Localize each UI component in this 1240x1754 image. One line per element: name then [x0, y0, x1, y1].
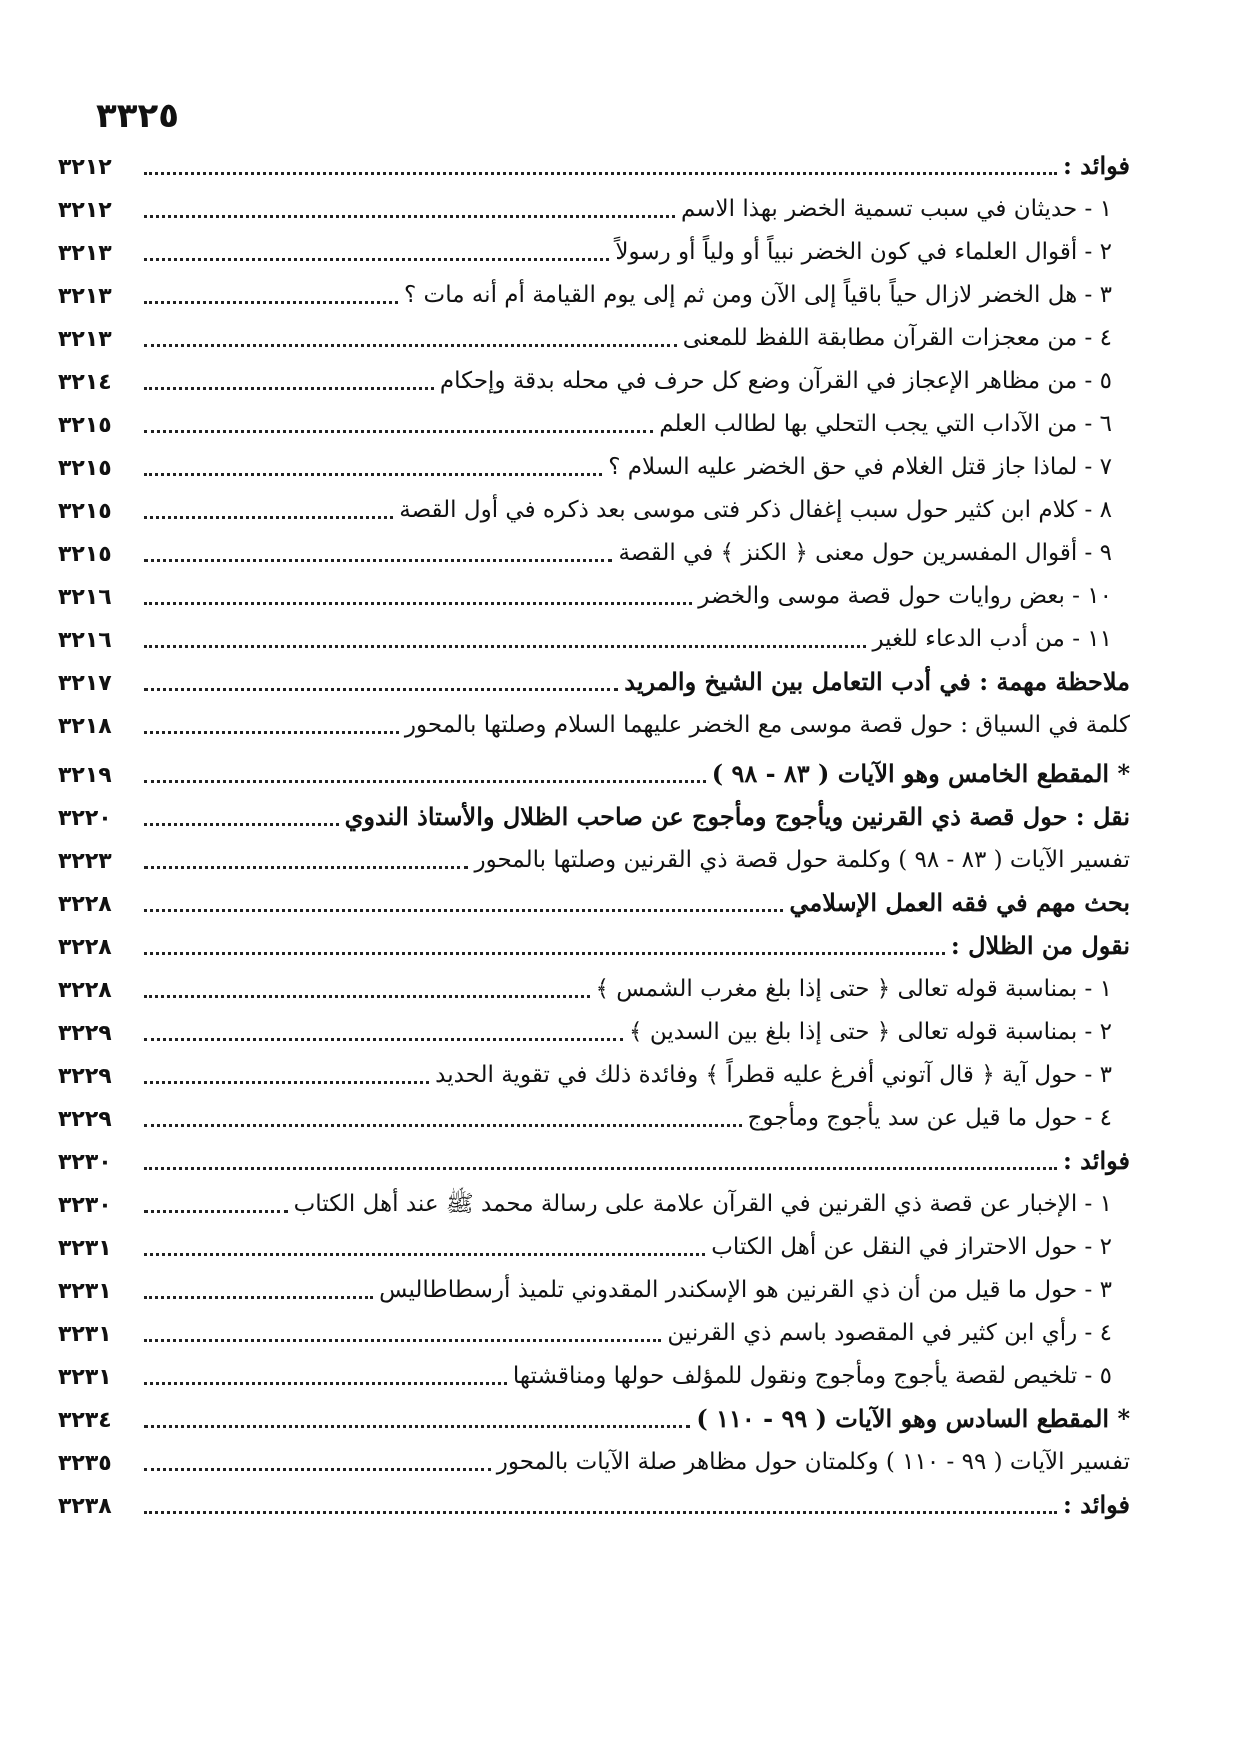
toc-entry [58, 1434, 1130, 1477]
dot-leader [144, 1038, 623, 1041]
toc-entry-title: ١ - حديثان في سبب تسمية الخضر بهذا الاسم [680, 196, 1112, 223]
toc-entry [58, 918, 1130, 961]
toc-entry-page: ٣٢١٤ [58, 369, 112, 395]
dot-leader [144, 909, 783, 912]
toc-entry-page: ٣٢٣٠ [58, 1149, 112, 1175]
toc-entry-page: ٣٢١٢ [58, 154, 112, 180]
toc-entry [58, 1133, 1130, 1176]
toc-entry-page: ٣٢٢٨ [58, 891, 112, 917]
dot-leader [144, 516, 393, 519]
toc-entry [58, 525, 1130, 568]
toc-entry-page: ٣٢١٢ [58, 197, 112, 223]
dot-leader [144, 866, 468, 869]
dot-leader [144, 1167, 1057, 1170]
toc-entry-title: ملاحظة مهمة : في أدب التعامل بين الشيخ والمريد [624, 667, 1130, 697]
toc-entry-page: ٣٢١٣ [58, 283, 112, 309]
toc-entry [58, 138, 1130, 181]
dot-leader [144, 301, 398, 304]
dot-leader [144, 688, 618, 691]
toc-entry-page: ٣٢١٥ [58, 498, 112, 524]
dot-leader [144, 559, 612, 562]
dot-leader [144, 645, 866, 648]
dot-leader [144, 780, 706, 783]
dot-leader [144, 387, 434, 390]
toc-entry-page: ٣٢٣١ [58, 1235, 112, 1261]
toc-entry-title: ٧ - لماذا جاز قتل الغلام في حق الخضر عليه السلام ؟ [608, 454, 1112, 481]
toc-entry-page: ٣٢٣١ [58, 1278, 112, 1304]
toc-entry [58, 1305, 1130, 1348]
toc-entry-title: * المقطع الخامس وهو الآيات ( ٨٣ - ٩٨ ) [711, 759, 1130, 789]
toc-entry [58, 611, 1130, 654]
toc-entry [58, 1219, 1130, 1262]
dot-leader [144, 1210, 288, 1213]
dot-leader [144, 602, 692, 605]
dot-leader [144, 995, 590, 998]
toc-entry-title: كلمة في السياق : حول قصة موسى مع الخضر عليهما السلام وصلتها بالمحور [404, 712, 1130, 739]
dot-leader [144, 344, 677, 347]
toc-entry-title: ٦ - من الآداب التي يجب التحلي بها لطالب العلم [659, 411, 1112, 438]
dot-leader [144, 172, 1057, 175]
toc-entry-page: ٣٢٣٤ [58, 1407, 112, 1433]
dot-leader [144, 1425, 690, 1428]
toc-entry-title: فوائد : [1062, 1490, 1130, 1520]
dot-leader [144, 731, 399, 734]
toc-entry [58, 439, 1130, 482]
dot-leader [144, 430, 653, 433]
toc-entry-page: ٣٢٣٠ [58, 1192, 112, 1218]
toc-entry-title: ٢ - أقوال العلماء في كون الخضر نبياً أو ولياً أو رسولاً [615, 239, 1112, 266]
toc-entry [58, 1176, 1130, 1219]
toc-entry-page: ٣٢١٣ [58, 326, 112, 352]
toc-entry-page: ٣٢١٥ [58, 541, 112, 567]
toc-entry-title: * المقطع السادس وهو الآيات ( ٩٩ - ١١٠ ) [696, 1404, 1130, 1434]
toc-entry-page: ٣٢١٩ [58, 762, 112, 788]
toc-entry [58, 310, 1130, 353]
toc-entry-page: ٣٢٢٣ [58, 848, 112, 874]
dot-leader [144, 1511, 1057, 1514]
toc-entry-page: ٣٢٣٥ [58, 1450, 112, 1476]
dot-leader [144, 823, 339, 826]
toc-entry-page: ٣٢٣١ [58, 1364, 112, 1390]
toc-entry [58, 1391, 1130, 1434]
dot-leader [144, 215, 675, 218]
toc-entry [58, 224, 1130, 267]
toc-entry-page: ٣٢٢٩ [58, 1020, 112, 1046]
toc-entry [58, 396, 1130, 439]
dot-leader [144, 1253, 705, 1256]
toc-entry [58, 1348, 1130, 1391]
toc-entry-page: ٣٢١٧ [58, 670, 112, 696]
toc-entry-title: ١١ - من أدب الدعاء للغير [872, 626, 1112, 653]
toc-entry-page: ٣٢٣١ [58, 1321, 112, 1347]
toc-entry-title: فوائد : [1062, 1146, 1130, 1176]
dot-leader [144, 473, 602, 476]
toc-entry [58, 1047, 1130, 1090]
toc-entry-title: ٣ - حول آية ﴿ قال آتوني أفرغ عليه قطراً ﴾ وفائدة ذلك في تقوية الحديد [435, 1062, 1112, 1089]
dot-leader [144, 1382, 507, 1385]
toc-entry-title: تفسير الآيات ( ٩٩ - ١١٠ ) وكلمتان حول مظاهر صلة الآيات بالمحور [496, 1449, 1130, 1476]
toc-entry-title: ٨ - كلام ابن كثير حول سبب إغفال ذكر فتى موسى بعد ذكره في أول القصة [399, 497, 1112, 524]
toc-entry-title: ١٠ - بعض روايات حول قصة موسى والخضر [698, 583, 1112, 610]
toc-entry [58, 875, 1130, 918]
table-of-contents [58, 138, 1130, 1520]
toc-entry [58, 1477, 1130, 1520]
dot-leader [144, 952, 945, 955]
toc-entry [58, 961, 1130, 1004]
toc-entry-title: ٣ - هل الخضر لازال حياً باقياً إلى الآن ومن ثم إلى يوم القيامة أم أنه مات ؟ [404, 282, 1112, 309]
toc-entry-page: ٣٢٣٨ [58, 1493, 112, 1519]
toc-entry [58, 482, 1130, 525]
toc-entry-title: ٩ - أقوال المفسرين حول معنى ﴿ الكنز ﴾ في القصة [618, 540, 1112, 567]
toc-entry-title: ٤ - رأي ابن كثير في المقصود باسم ذي القرنين [667, 1320, 1112, 1347]
dot-leader [144, 1339, 661, 1342]
toc-entry [58, 654, 1130, 697]
toc-entry-title: ٢ - حول الاحتراز في النقل عن أهل الكتاب [711, 1234, 1112, 1261]
dot-leader [144, 1296, 373, 1299]
dot-leader [144, 1081, 429, 1084]
page-number: ٣٣٢٥ [96, 96, 180, 136]
toc-entry-title: ٤ - حول ما قيل عن سد يأجوج ومأجوج [747, 1105, 1112, 1132]
dot-leader [144, 1124, 742, 1127]
toc-entry-title: تفسير الآيات ( ٨٣ - ٩٨ ) وكلمة حول قصة ذي القرنين وصلتها بالمحور [474, 847, 1130, 874]
toc-entry-title: بحث مهم في فقه العمل الإسلامي [789, 888, 1130, 918]
toc-entry [58, 697, 1130, 740]
toc-entry-page: ٣٢١٣ [58, 240, 112, 266]
toc-entry-page: ٣٢٢٨ [58, 934, 112, 960]
toc-entry-title: نقل : حول قصة ذي القرنين ويأجوج ومأجوج عن صاحب الظلال والأستاذ الندوي [344, 802, 1130, 832]
toc-entry-title: ٥ - تلخيص لقصة يأجوج ومأجوج ونقول للمؤلف حولها ومناقشتها [512, 1363, 1112, 1390]
toc-entry-page: ٣٢٢٩ [58, 1106, 112, 1132]
toc-entry [58, 789, 1130, 832]
toc-entry-title: ٤ - من معجزات القرآن مطابقة اللفظ للمعنى [682, 325, 1112, 352]
toc-entry-title: ١ - بمناسبة قوله تعالى ﴿ حتى إذا بلغ مغرب الشمس ﴾ [595, 976, 1112, 1003]
toc-entry [58, 181, 1130, 224]
toc-entry [58, 746, 1130, 789]
toc-entry [58, 1090, 1130, 1133]
toc-entry-page: ٣٢٢٨ [58, 977, 112, 1003]
toc-entry [58, 832, 1130, 875]
dot-leader [144, 258, 609, 261]
toc-entry-title: ٥ - من مظاهر الإعجاز في القرآن وضع كل حرف في محله بدقة وإحكام [439, 368, 1112, 395]
toc-entry [58, 1004, 1130, 1047]
toc-entry [58, 267, 1130, 310]
toc-entry-page: ٣٢٢٩ [58, 1063, 112, 1089]
toc-entry-page: ٣٢١٨ [58, 713, 112, 739]
toc-entry-page: ٣٢١٦ [58, 584, 112, 610]
toc-entry-title: ١ - الإخبار عن قصة ذي القرنين في القرآن علامة على رسالة محمد ﷺ عند أهل الكتاب [293, 1191, 1112, 1218]
toc-entry [58, 353, 1130, 396]
toc-entry [58, 568, 1130, 611]
toc-entry-title: نقول من الظلال : [950, 931, 1130, 961]
toc-entry-title: فوائد : [1062, 151, 1130, 181]
toc-entry-page: ٣٢١٥ [58, 455, 112, 481]
toc-entry-page: ٣٢٢٠ [58, 805, 112, 831]
toc-entry-page: ٣٢١٥ [58, 412, 112, 438]
dot-leader [144, 1468, 491, 1471]
toc-entry-title: ٢ - بمناسبة قوله تعالى ﴿ حتى إذا بلغ بين السدين ﴾ [629, 1019, 1112, 1046]
toc-entry-title: ٣ - حول ما قيل من أن ذي القرنين هو الإسكندر المقدوني تلميذ أرسطاطاليس [379, 1277, 1112, 1304]
toc-entry [58, 1262, 1130, 1305]
toc-entry-page: ٣٢١٦ [58, 627, 112, 653]
